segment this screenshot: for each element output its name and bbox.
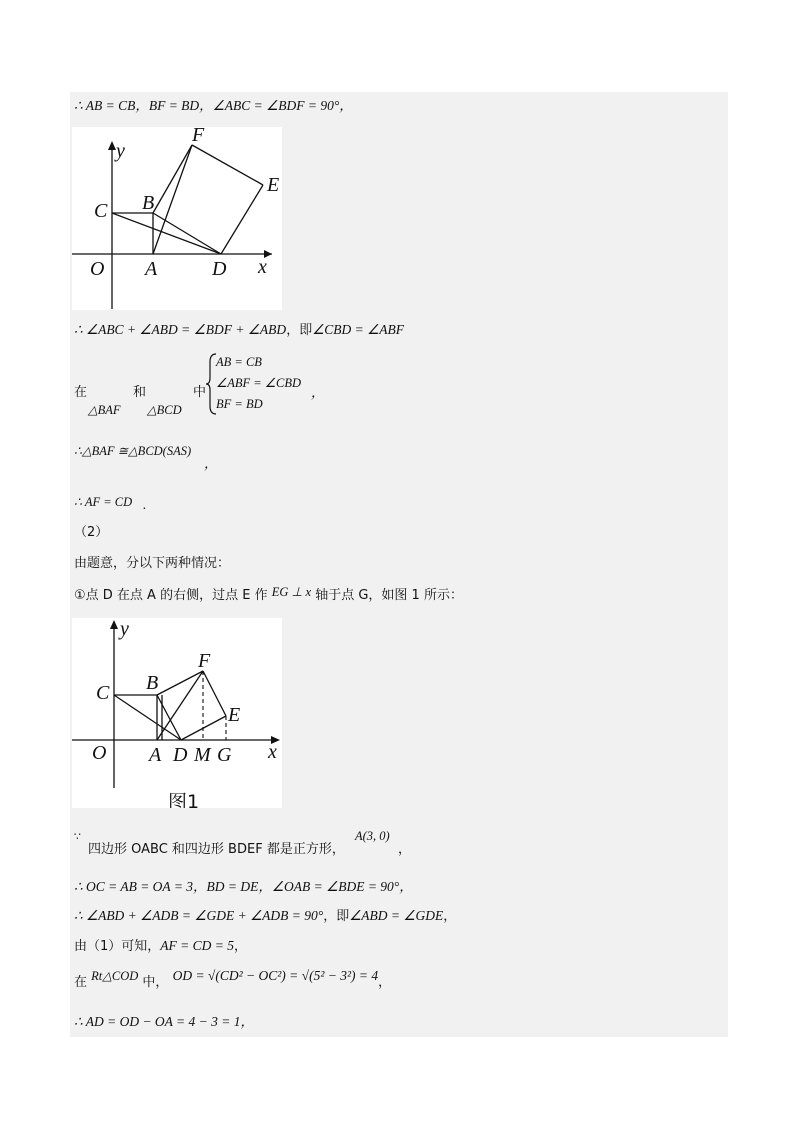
label-A: A: [149, 744, 162, 766]
segment-AF: [157, 671, 203, 740]
label-M: M: [194, 744, 211, 766]
label-C: C: [94, 200, 108, 222]
word-zhong: 中: [193, 385, 207, 400]
label-G: G: [217, 744, 232, 766]
system-comma: ，: [311, 385, 325, 400]
angle-equality: ∠CBD = ∠ABF: [312, 322, 405, 337]
angle-sum-expr: ∴ ∠ABC + ∠ABD = ∠BDF + ∠ABD: [74, 322, 287, 337]
from-part-1-text: 由（1）可知，: [74, 939, 161, 954]
y-axis-arrow-icon: [110, 620, 118, 629]
conj-ji: ，即: [286, 323, 313, 338]
y-axis-arrow-icon: [108, 141, 116, 150]
cases-intro: 由题意，分以下两种情况：: [74, 556, 231, 571]
label-O: O: [90, 258, 105, 280]
af-equals-cd: ∴ AF = CD: [74, 495, 133, 509]
segment-BD: [157, 695, 181, 740]
label-F: F: [198, 650, 211, 672]
case-1-text: ①点 D 在点 A 的右侧，过点 E 作: [74, 588, 268, 603]
pythagoras-line: [74, 968, 392, 992]
right-triangle-COD: Rt△COD: [91, 969, 139, 983]
label-A: A: [145, 258, 158, 280]
label-C: C: [96, 682, 110, 704]
triangle-BCD: △BCD: [147, 403, 182, 417]
label-D: D: [212, 258, 227, 280]
af-period: .: [143, 497, 147, 512]
from-part-1-line: [74, 937, 247, 956]
af-cd-five: AF = CD = 5: [160, 938, 234, 953]
label-F: F: [192, 127, 205, 146]
label-y: y: [116, 140, 125, 162]
condition-1: AB = CB: [216, 355, 262, 369]
label-y: y: [120, 618, 129, 640]
label-B: B: [146, 672, 159, 694]
figure-1-case-right: [72, 618, 282, 808]
case-1-line: [74, 586, 463, 605]
squares-comma: ，: [398, 842, 412, 857]
condition-2: ∠ABF = ∠CBD: [216, 376, 302, 390]
segment-AF: [153, 145, 192, 254]
label-E: E: [267, 174, 280, 196]
segment-CD: [114, 695, 181, 740]
label-O: O: [92, 742, 107, 764]
condition-3: BF = BD: [216, 397, 263, 411]
figure-caption: 图1: [168, 791, 200, 808]
segment-FE: [192, 145, 263, 185]
given-equalities: ∴ AB = CB，BF = BD，∠ABC = ∠BDF = 90°，: [74, 98, 353, 113]
side-equalities: ∴ OC = AB = OA = 3，BD = DE，∠OAB = ∠BDE = 90°，: [74, 879, 413, 894]
af-cd-comma: ，: [234, 939, 248, 954]
angle-relation-expr: ∴ ∠ABD + ∠ADB = ∠GDE + ∠ADB = 90°: [74, 908, 324, 923]
case-1-tail: 轴于点 G，如图 1 所示：: [315, 588, 463, 603]
triangle-BAF: △BAF: [88, 403, 121, 417]
label-x: x: [258, 256, 267, 278]
label-B: B: [142, 192, 155, 214]
od-calculation: OD = √(CD² − OC²) = √(5² − 3²) = 4: [172, 968, 379, 983]
segment-CD: [112, 213, 221, 254]
word-zhong-2: 中，: [142, 975, 169, 990]
congruence-comma: ，: [204, 456, 218, 471]
label-E: E: [228, 704, 241, 726]
angle-abd-gde: ∠ABD = ∠GDE: [349, 908, 444, 923]
segment-FE: [203, 671, 226, 716]
angle-sum-line: [74, 321, 404, 340]
because-symbol: ∵: [74, 830, 81, 843]
part-2-label: （2）: [74, 525, 109, 540]
word-zai: 在: [74, 385, 88, 400]
eg-perp-x: EG ⊥ x: [271, 585, 312, 599]
label-D: D: [173, 744, 188, 766]
squares-statement: 四边形 OABC 和四边形 BDEF 都是正方形，: [88, 842, 345, 857]
segment-BD: [153, 213, 221, 254]
segment-ED: [221, 185, 263, 254]
word-he: 和: [133, 385, 147, 400]
od-comma: ，: [378, 975, 392, 990]
angle-relation-line: [74, 907, 456, 926]
conj-ji-2: ，即: [323, 909, 350, 924]
ad-calculation: ∴ AD = OD − OA = 4 − 3 = 1，: [74, 1014, 255, 1029]
segment-BF: [157, 671, 203, 695]
angle-comma: ，: [443, 909, 457, 924]
word-zai-2: 在: [74, 975, 88, 990]
point-A-coord: A(3, 0): [355, 829, 390, 843]
figure-square-construction: [72, 127, 282, 310]
congruence-conclusion: ∴△BAF ≅△BCD(SAS): [74, 444, 192, 458]
segment-BF: [153, 145, 192, 213]
label-x: x: [268, 741, 277, 763]
